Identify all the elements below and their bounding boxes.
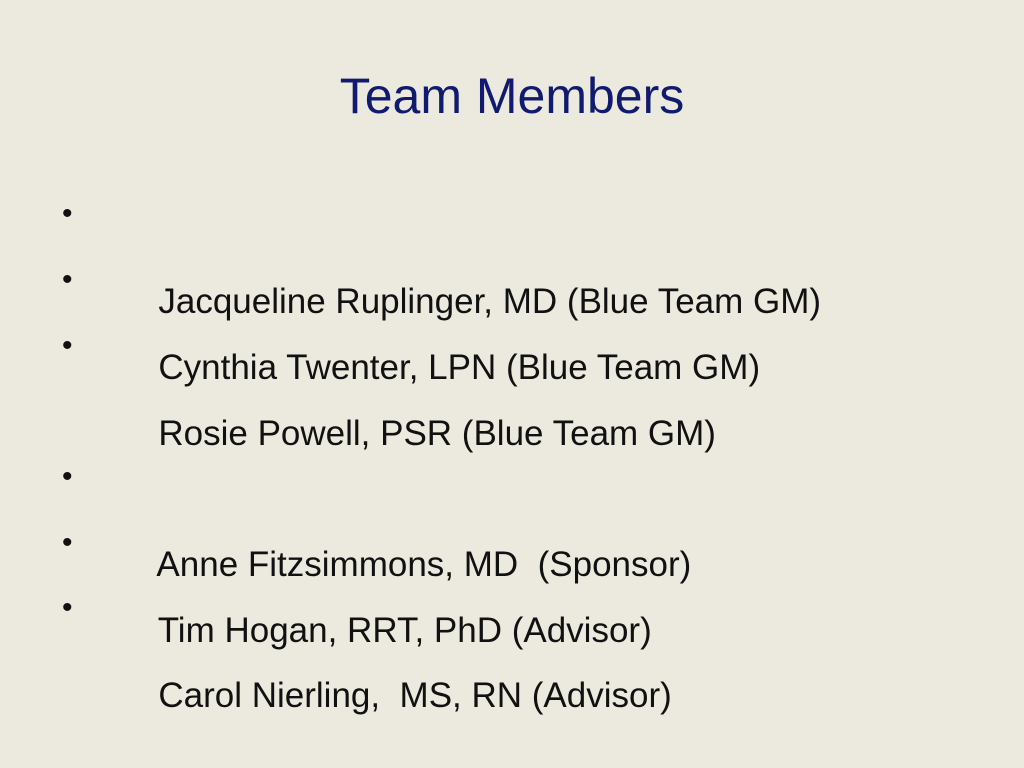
team-member-text: Anne Fitzsimmons, MD (Sponsor) — [156, 545, 692, 584]
team-member-text: Tim Hogan, RRT, PhD (Advisor) — [157, 611, 652, 650]
slide-title: Team Members — [339, 68, 685, 124]
list-item — [62, 586, 672, 762]
team-member-text: Jacqueline Ruplinger, MD (Blue Team GM) — [158, 282, 822, 321]
bullet-icon: • — [62, 329, 73, 362]
team-member-text: Carol Nierling, MS, RN (Advisor) — [158, 676, 672, 715]
bullet-icon: • — [62, 460, 73, 493]
bullet-icon: • — [62, 526, 73, 559]
team-member-text: Cynthia Twenter, LPN (Blue Team GM) — [158, 348, 761, 387]
bullet-icon: • — [62, 263, 73, 296]
team-member-text: Rosie Powell, PSR (Blue Team GM) — [158, 414, 716, 453]
bullet-icon: • — [62, 197, 73, 230]
bullet-icon: • — [62, 591, 73, 624]
